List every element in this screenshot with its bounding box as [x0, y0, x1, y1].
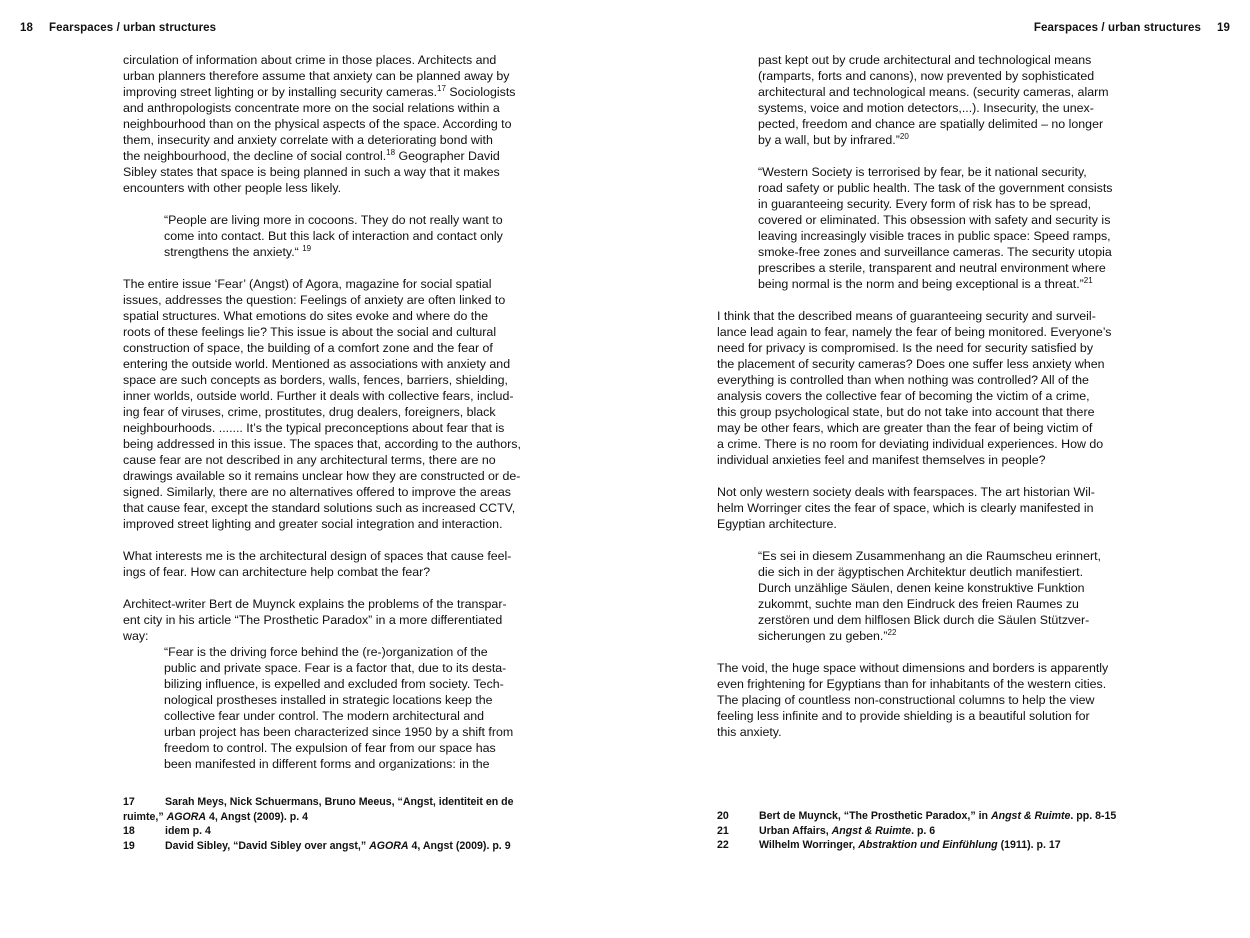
line-text: bilizing influence, is expelled and excluded from society. Tech-	[164, 677, 504, 691]
line-text: “Es sei in diesem Zusammenhang an die Raumscheu erinnert,	[758, 549, 1101, 563]
line-text: being addressed in this issue. The spaces that, according to the authors,	[123, 437, 521, 451]
line-text: What interests me is the architectural design of spaces that cause feel-	[123, 549, 512, 563]
line-text: leaving increasingly visible traces in public space: Speed ramps,	[758, 229, 1111, 243]
quote-line	[717, 548, 1112, 564]
footnote	[123, 839, 514, 854]
text-line	[717, 404, 1112, 420]
quote-line	[123, 660, 521, 676]
text-line	[123, 148, 521, 164]
quote-line	[717, 228, 1112, 244]
footnote-text: (1911). p. 17	[997, 839, 1061, 851]
line-text: “Western Society is terrorised by fear, be it national security,	[758, 165, 1087, 179]
paragraph-gap	[717, 292, 1112, 308]
footnote	[123, 795, 514, 810]
line-text: Not only western society deals with fearspaces. The art historian Wil-	[717, 485, 1095, 499]
footnote-text: ruimte,”	[123, 810, 167, 823]
footnote-title: AGORA	[166, 810, 206, 823]
line-text: systems, voice and motion detectors,...). Insecurity, the unex-	[758, 101, 1094, 115]
quote-line	[717, 580, 1112, 596]
footnote-number: 19	[123, 839, 135, 852]
text-line	[717, 340, 1112, 356]
footnote-ref: 18	[386, 148, 396, 157]
line-text: improved street lighting and greater social integration and interaction.	[123, 517, 503, 531]
text-line	[123, 436, 521, 452]
footnote	[717, 824, 1116, 839]
line-text: zukommt, suchte man den Eindruck des freien Raumes zu	[758, 597, 1079, 611]
text-line	[123, 500, 521, 516]
line-text: ing fear of viruses, crime, prostitutes, drug dealers, foreigners, black	[123, 405, 496, 419]
line-text: this group psychological state, but do not take into account that there	[717, 405, 1095, 419]
line-text: them, insecurity and anxiety correlate with a deteriorating bond with	[123, 133, 493, 147]
text-line	[123, 164, 521, 180]
text-line	[717, 420, 1112, 436]
text-line	[123, 52, 521, 68]
line-text: cause fear are not described in any architectural terms, there are no	[123, 453, 496, 467]
text-line	[123, 516, 521, 532]
quote-line	[717, 612, 1112, 628]
line-text: architectural and technological means. (security cameras, alarm	[758, 85, 1109, 99]
line-text: pected, freedom and chance are spatially delimited – no longer	[758, 117, 1104, 131]
line-text: Sibley states that space is being planned in such a way that it makes	[123, 165, 500, 179]
footnote	[123, 810, 514, 825]
line-text-after: Sociologists	[445, 85, 516, 99]
text-line	[123, 276, 521, 292]
footnote-ref: 21	[1083, 276, 1093, 285]
quote-line	[717, 132, 1112, 148]
text-line	[717, 708, 1112, 724]
text-line	[717, 516, 1112, 532]
line-text: neighbourhoods. ....... It’s the typical preconceptions about fear that is	[123, 421, 505, 435]
text-line	[123, 356, 521, 372]
line-text: need for privacy is compromised. Is the need for security satisfied by	[717, 341, 1094, 355]
line-text: The entire issue ‘Fear’ (Angst) of Agora, magazine for social spatial	[123, 277, 492, 291]
line-text: I think that the described means of guaranteeing security and surveil-	[717, 309, 1096, 323]
paragraph-gap	[123, 260, 521, 276]
text-line	[123, 596, 521, 612]
text-line	[717, 436, 1112, 452]
footnote-ref: 19	[302, 244, 312, 253]
right-page	[625, 0, 1250, 938]
line-text: die sich in der ägyptischen Architektur deutlich manifestiert.	[758, 565, 1084, 579]
text-line	[123, 612, 521, 628]
line-text: urban planners therefore assume that anxiety can be planned away by	[123, 69, 510, 83]
text-line	[717, 676, 1112, 692]
text-line	[123, 468, 521, 484]
line-text: individual anxieties feel and manifest themselves in people?	[717, 453, 1046, 467]
line-text: inner worlds, outside world. Further it deals with collective fears, includ-	[123, 389, 514, 403]
quote-line	[717, 564, 1112, 580]
running-title: Fearspaces / urban structures	[49, 22, 217, 34]
text-line	[123, 324, 521, 340]
quote-line	[123, 692, 521, 708]
quote-line	[717, 164, 1112, 180]
paragraph-gap	[123, 196, 521, 212]
quote-line	[717, 260, 1112, 276]
footnote-title: Abstraktion und Einfühlung	[858, 839, 998, 851]
text-line	[123, 484, 521, 500]
left-body-text	[123, 52, 521, 772]
text-line	[123, 292, 521, 308]
line-text: construction of space, the building of a comfort zone and the fear of	[123, 341, 493, 355]
footnote-number: 18	[123, 825, 135, 837]
line-text: Egyptian architecture.	[717, 517, 837, 531]
line-text: “People are living more in cocoons. They do not really want to	[164, 213, 503, 227]
line-text: space are such concepts as borders, walls, fences, barriers, shielding,	[123, 373, 508, 387]
quote-line	[717, 196, 1112, 212]
running-title: Fearspaces / urban structures	[1033, 22, 1201, 34]
footnote-ref: 17	[437, 84, 446, 93]
quote-line	[123, 756, 521, 772]
line-text: signed. Similarly, there are no alternatives offered to improve the areas	[123, 485, 511, 499]
line-text: The placing of countless non-constructional columns to help the view	[717, 693, 1095, 707]
line-text: collective fear under control. The modern architectural and	[164, 709, 485, 723]
line-text: encounters with other people less likely.	[123, 181, 342, 195]
text-line	[717, 372, 1112, 388]
footnote-title: AGORA	[369, 839, 409, 852]
text-line	[123, 116, 521, 132]
page-number: 18	[20, 22, 33, 34]
line-text: Durch unzählige Säulen, denen keine konstruktive Funktion	[758, 581, 1085, 595]
text-line	[717, 356, 1112, 372]
footnote	[717, 809, 1116, 824]
right-body-text	[717, 52, 1112, 740]
line-text: spatial structures. What emotions do sites evoke and where do the	[123, 309, 489, 323]
quote-line	[717, 52, 1112, 68]
line-text: the placement of security cameras? Does one suffer less anxiety when	[717, 357, 1105, 371]
footnote-number: 21	[717, 824, 729, 837]
quote-line	[717, 212, 1112, 228]
line-text: improving street lighting or by installing security cameras.	[123, 85, 438, 99]
paragraph-gap	[717, 148, 1112, 164]
quote-line	[123, 676, 521, 692]
text-line	[123, 308, 521, 324]
text-line	[717, 660, 1112, 676]
text-line	[123, 548, 521, 564]
footnote-text: 4, Angst (2009). p. 9	[408, 839, 511, 852]
line-text: come into contact. But this lack of interaction and contact only	[164, 229, 503, 243]
text-line	[717, 308, 1112, 324]
text-line	[123, 100, 521, 116]
line-text: roots of these feelings lie? This issue is about the social and cultural	[123, 325, 497, 339]
quote-line	[123, 708, 521, 724]
footnote-text: Urban Affairs,	[759, 824, 832, 837]
paragraph-gap	[717, 644, 1112, 660]
line-text: a crime. There is no room for deviating individual experiences. How do	[717, 437, 1104, 451]
line-text: covered or eliminated. This obsession with safety and security is	[758, 213, 1111, 227]
line-text: lance lead again to fear, namely the fear of being monitored. Everyone’s	[717, 325, 1112, 339]
left-footnotes	[123, 795, 514, 853]
line-text: been manifested in different forms and organizations: in the	[164, 757, 490, 771]
line-text: in guaranteeing security. Every form of risk has to be spread,	[758, 197, 1092, 211]
line-text: way:	[123, 629, 149, 643]
text-line	[123, 68, 521, 84]
text-line	[123, 340, 521, 356]
quote-line	[717, 244, 1112, 260]
line-text: zerstören und dem hilflosen Blick durch die Säulen Stützver-	[758, 613, 1090, 627]
paragraph-gap	[123, 532, 521, 548]
text-line	[717, 324, 1112, 340]
line-text: freedom to control. The expulsion of fear from our space has	[164, 741, 496, 755]
quote-line	[717, 116, 1112, 132]
line-text: drawings available so it remains unclear how they are constructed or de-	[123, 469, 521, 483]
line-text: circulation of information about crime in those places. Architects and	[123, 53, 497, 67]
line-text: may be other fears, which are greater than the fear of being victim of	[717, 421, 1093, 435]
footnote-title: Angst & Ruimte	[831, 824, 912, 837]
footnote-text: David Sibley, “David Sibley over angst,”	[165, 839, 370, 852]
line-text: that cause fear, except the standard solutions such as increased CCTV,	[123, 501, 516, 515]
quote-line	[717, 596, 1112, 612]
line-text: helm Worringer cites the fear of space, which is clearly manifested in	[717, 501, 1094, 515]
line-text: past kept out by crude architectural and technological means	[758, 53, 1092, 67]
footnote-text: 4, Angst (2009). p. 4	[206, 810, 309, 823]
text-line	[123, 180, 521, 196]
paragraph-gap	[717, 532, 1112, 548]
footnote	[123, 824, 514, 839]
text-line	[717, 692, 1112, 708]
footnote	[717, 838, 1116, 853]
line-text: strengthens the anxiety.“	[164, 245, 303, 259]
footnote-text: Sarah Meys, Nick Schuermans, Bruno Meeus, “Angst, identiteit en de	[165, 796, 514, 808]
footnote-ref: 20	[899, 132, 909, 141]
quote-line	[717, 100, 1112, 116]
footnote-number: 17	[123, 796, 135, 808]
text-line	[123, 372, 521, 388]
footnote-title: Angst & Ruimte	[990, 810, 1071, 822]
footnote-text: Bert de Muynck, “The Prosthetic Paradox,” in	[759, 810, 991, 822]
left-page-header	[20, 22, 216, 34]
line-text: “Fear is the driving force behind the (re-)organization of the	[164, 645, 488, 659]
line-text: by a wall, but by infrared.”	[758, 133, 900, 147]
line-text: urban project has been characterized since 1950 by a shift from	[164, 725, 514, 739]
line-text: smoke-free zones and surveillance cameras. The security utopia	[758, 245, 1112, 259]
quote-line	[717, 68, 1112, 84]
footnote-number: 20	[717, 810, 729, 822]
paragraph-gap	[123, 580, 521, 596]
line-text: Architect-writer Bert de Muynck explains the problems of the transpar-	[123, 597, 507, 611]
line-text: (ramparts, forts and canons), now prevented by sophisticated	[758, 69, 1095, 83]
line-text-after: Geographer David	[395, 149, 500, 163]
line-text: ings of fear. How can architecture help combat the fear?	[123, 565, 431, 579]
line-text: issues, addresses the question: Feelings of anxiety are often linked to	[123, 293, 506, 307]
quote-line	[717, 84, 1112, 100]
text-line	[123, 452, 521, 468]
line-text: road safety or public health. The task of the government consists	[758, 181, 1113, 195]
quote-line	[717, 276, 1112, 292]
text-line	[123, 564, 521, 580]
page-number: 19	[1217, 22, 1230, 34]
line-text: the neighbourhood, the decline of social control.	[123, 149, 387, 163]
quote-line	[717, 180, 1112, 196]
footnote-text: idem p. 4	[165, 825, 211, 837]
text-line	[717, 724, 1112, 740]
text-line	[123, 132, 521, 148]
text-line	[717, 500, 1112, 516]
text-line	[123, 628, 521, 644]
line-text: sicherungen zu geben.”	[758, 629, 888, 643]
text-line	[717, 452, 1112, 468]
line-text: public and private space. Fear is a factor that, due to its desta-	[164, 661, 507, 675]
text-line	[717, 484, 1112, 500]
text-line	[123, 388, 521, 404]
footnote-number: 22	[717, 839, 729, 851]
text-line	[717, 388, 1112, 404]
line-text: feeling less infinite and to provide shielding is a beautiful solution for	[717, 709, 1090, 723]
line-text: analysis covers the collective fear of becoming the victim of a crime,	[717, 389, 1090, 403]
line-text: nological prostheses installed in strategic locations keep the	[164, 693, 493, 707]
line-text: everything is controlled than when nothing was controlled? All of the	[717, 373, 1089, 387]
right-footnotes	[717, 809, 1116, 853]
quote-line	[123, 644, 521, 660]
footnote-text: . p. 6	[911, 824, 936, 837]
footnote-ref: 22	[887, 628, 897, 637]
line-text: even frightening for Egyptians than for inhabitants of the western cities.	[717, 677, 1107, 691]
footnote-text: . pp. 8-15	[1070, 810, 1117, 822]
right-page-header	[1034, 22, 1230, 34]
text-line	[123, 404, 521, 420]
line-text: being normal is the norm and being exceptional is a threat.”	[758, 277, 1084, 291]
line-text: entering the outside world. Mentioned as associations with anxiety and	[123, 357, 511, 371]
line-text: ent city in his article “The Prosthetic Paradox” in a more differentiated	[123, 613, 503, 627]
text-line	[123, 420, 521, 436]
paragraph-gap	[717, 468, 1112, 484]
quote-line	[123, 212, 521, 228]
line-text: and anthropologists concentrate more on the social relations within a	[123, 101, 500, 115]
line-text: prescribes a sterile, transparent and neutral environment where	[758, 261, 1106, 275]
line-text: neighbourhood than on the physical aspects of the space. According to	[123, 117, 512, 131]
line-text: this anxiety.	[717, 725, 782, 739]
text-line	[123, 84, 521, 100]
quote-line	[123, 228, 521, 244]
quote-line	[717, 628, 1112, 644]
line-text: The void, the huge space without dimensions and borders is apparently	[717, 661, 1109, 675]
quote-line	[123, 724, 521, 740]
quote-line	[123, 740, 521, 756]
footnote-text: Wilhelm Worringer,	[759, 839, 859, 851]
quote-line	[123, 244, 521, 260]
